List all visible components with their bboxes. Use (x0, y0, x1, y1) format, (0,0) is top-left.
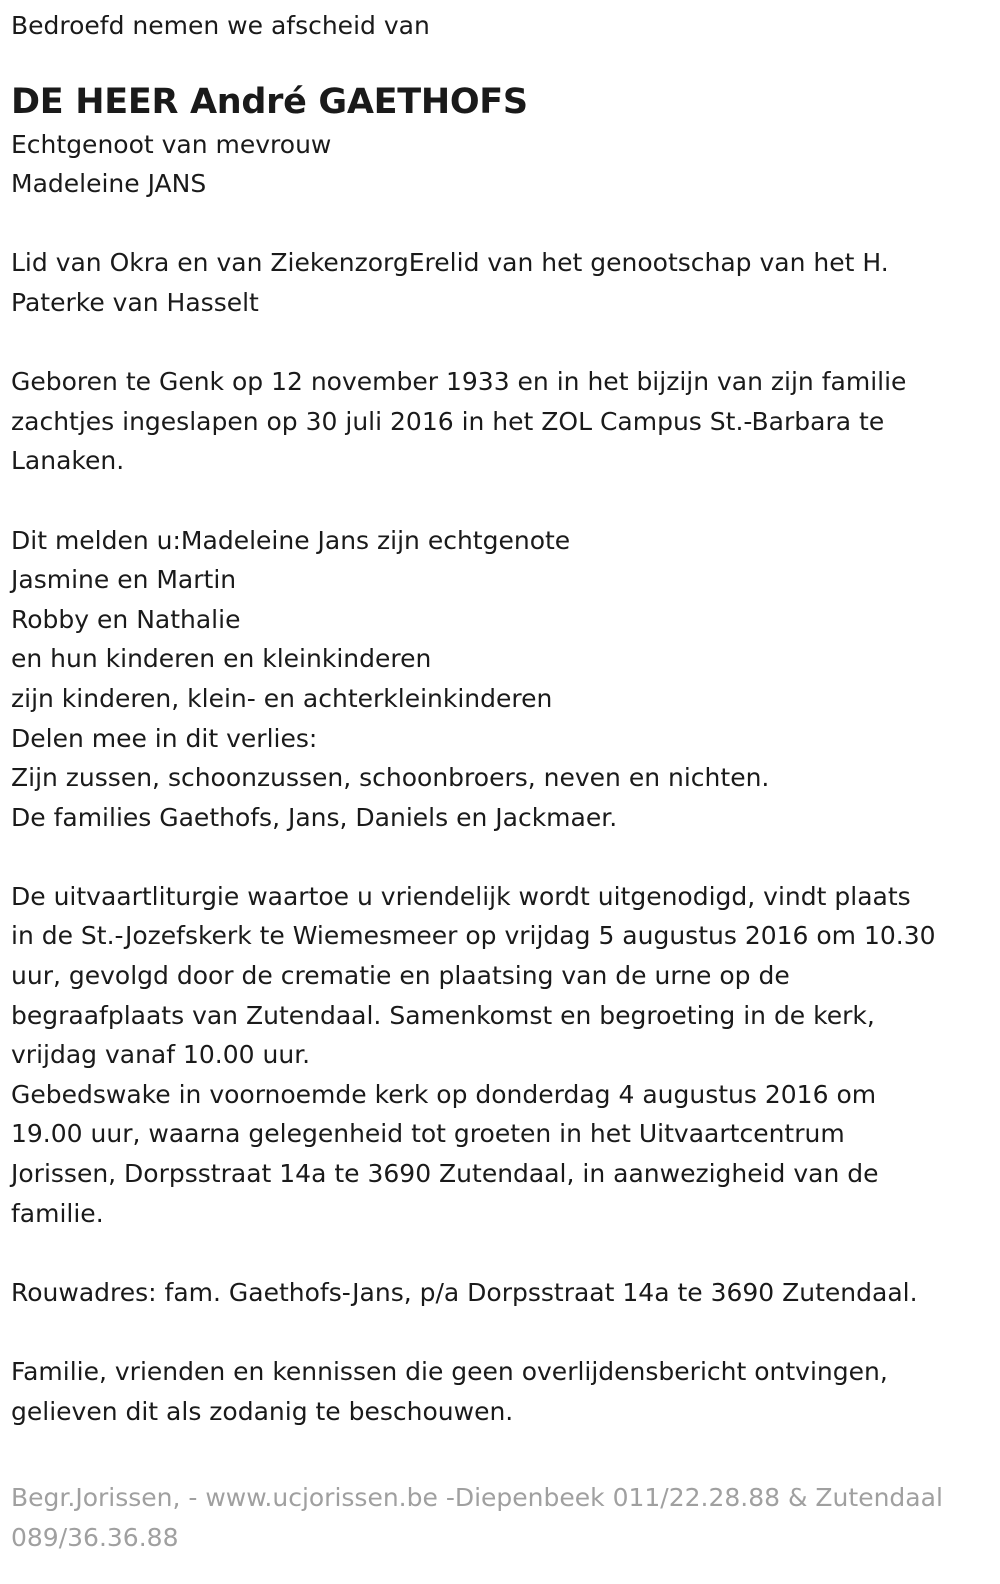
ceremony-line: Jorissen, Dorpsstraat 14a te 3690 Zutendaal, in aanwezigheid van de (11, 1159, 879, 1189)
membership-line: Lid van Okra en van ZiekenzorgErelid van het genootschap van het H. (11, 248, 889, 278)
ceremony-line: uur, gevolgd door de crematie en plaatsing van de urne op de (11, 961, 790, 991)
spouse-block (11, 125, 991, 204)
mourning-address: Rouwadres: fam. Gaethofs-Jans, p/a Dorpsstraat 14a te 3690 Zutendaal. (11, 1277, 918, 1307)
family-block (11, 521, 991, 838)
family-line: Jasmine en Martin (11, 565, 237, 595)
footer-line: 089/36.36.88 (11, 1522, 179, 1552)
family-line: Delen mee in dit verlies: (11, 723, 318, 753)
spouse-line: Madeleine JANS (11, 169, 207, 199)
family-line: en hun kinderen en kleinkinderen (11, 644, 432, 674)
ceremony-line: 19.00 uur, waarna gelegenheid tot groeten in het Uitvaartcentrum (11, 1119, 845, 1149)
ceremony-line: begraafplaats van Zutendaal. Samenkomst en begroeting in de kerk, (11, 1000, 875, 1030)
birth-death-line: Geboren te Genk op 12 november 1933 en in het bijzijn van zijn familie (11, 367, 907, 397)
ceremony-line: Gebedswake in voornoemde kerk op donderdag 4 augustus 2016 om (11, 1079, 877, 1109)
ceremony-line: in de St.-Jozefskerk te Wiemesmeer op vrijdag 5 augustus 2016 om 10.30 (11, 921, 936, 951)
footer-line: Begr.Jorissen, - www.ucjorissen.be -Diepenbeek 011/22.28.88 & Zutendaal (11, 1483, 943, 1512)
deceased-name: DE HEER André GAETHOFS (11, 81, 528, 122)
family-line: zijn kinderen, klein- en achterkleinkinderen (11, 683, 553, 713)
ceremony-line: familie. (11, 1198, 104, 1228)
funeral-home-footer (11, 1478, 991, 1557)
family-line: Robby en Nathalie (11, 604, 241, 634)
birth-death-block (11, 362, 991, 481)
family-line: Dit melden u:Madeleine Jans zijn echtgenote (11, 525, 571, 555)
notice-line: Familie, vrienden en kennissen die geen overlijdensbericht ontvingen, (11, 1357, 888, 1386)
birth-death-line: Lanaken. (11, 446, 125, 476)
family-line: De families Gaethofs, Jans, Daniels en Jackmaer. (11, 802, 618, 832)
obituary-body (11, 0, 991, 1431)
notice-block (11, 1352, 991, 1431)
membership-block (11, 243, 991, 322)
notice-line: gelieven dit als zodanig te beschouwen. (11, 1396, 514, 1426)
spouse-line: Echtgenoot van mevrouw (11, 129, 332, 159)
ceremony-line: De uitvaartliturgie waartoe u vriendelijk wordt uitgenodigd, vindt plaats (11, 881, 911, 911)
membership-line: Paterke van Hasselt (11, 287, 259, 317)
family-line: Zijn zussen, schoonzussen, schoonbroers, neven en nichten. (11, 763, 770, 793)
intro-text: Bedroefd nemen we afscheid van (11, 11, 430, 40)
ceremony-block (11, 877, 991, 1233)
ceremony-line: vrijdag vanaf 10.00 uur. (11, 1040, 311, 1070)
birth-death-line: zachtjes ingeslapen op 30 juli 2016 in het ZOL Campus St.-Barbara te (11, 406, 885, 436)
